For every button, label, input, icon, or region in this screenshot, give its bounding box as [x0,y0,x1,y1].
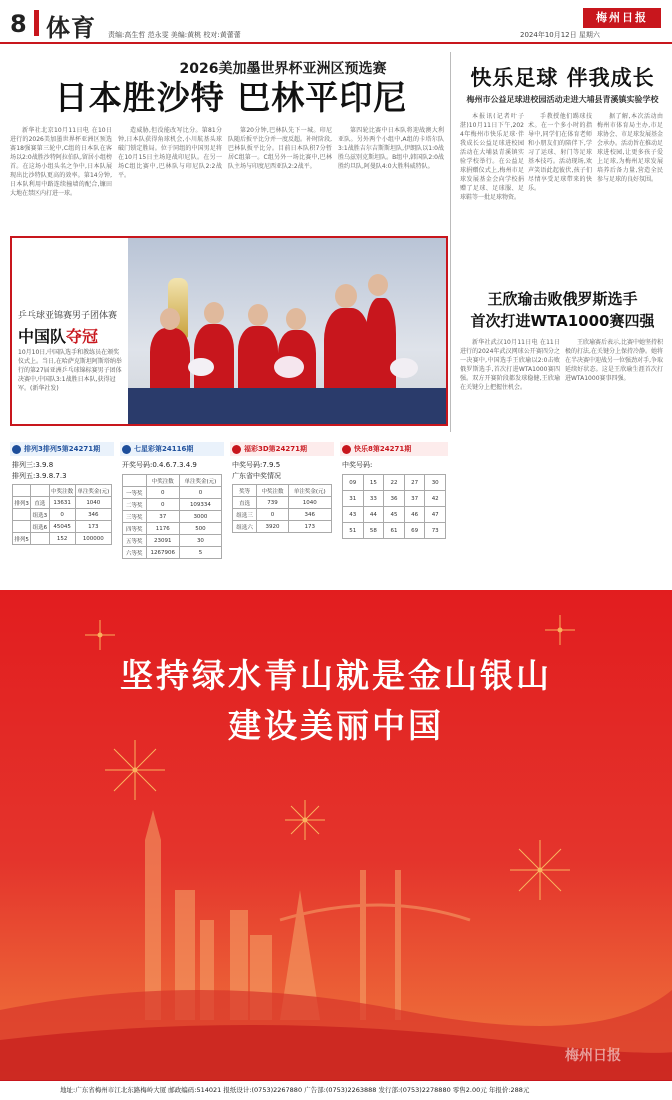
table-cell [31,485,49,497]
lottery-fc3d-line1: 中奖号码:7.9.5 [232,461,281,469]
table-cell: 中奖注数 [146,475,179,487]
banner-slogan-line1: 坚持绿水青山就是金山银山 [120,656,552,695]
podium [128,388,448,424]
table-cell: 1040 [288,497,331,509]
tennis-column-1: 新华社武汉10月11日电 在11日进行的2024年武汉网球公开赛四分之一决赛中,中国选手王欣瑜以2:0击败俄罗斯选手,首次打进WTA1000赛四强。双方开赛阶段都发球稳健,王欣瑜在关键分上把握住机会。 [460,339,560,391]
youth-column-3: 据了解,本次活动由梅州市体育局主办,市足球协会、市足球发展基金会承办。活动旨在推动足球进校园,让更多孩子爱上足球,为梅州足球发展培养后备力量,营造全民参与足球的良好氛围。 [597,113,663,183]
football-column-2: 造威胁,但没能改写比分。第81分钟,日本队获得角球机会,小川航基头球破门锁定胜局。位于同组的中国男足将在10月15日主场迎战印尼队。在另一场C组比赛中,巴林队与印尼队2:2战平。 [118,127,222,179]
player-head [335,284,357,308]
lottery-number: 33 [363,491,384,507]
table-cell: 30 [179,535,221,547]
lottery-ball-icon [232,445,241,454]
table-cell [123,475,147,487]
table-cell: 三等奖 [123,511,147,523]
lottery-fc3d-title: 福彩3D第24271期 [230,442,334,456]
table-row [343,523,446,539]
table-cell: 中奖注数 [257,485,288,497]
table-row [123,511,222,523]
player-figure [366,298,396,388]
table-cell: 一等奖 [123,487,147,499]
player-figure [324,308,370,388]
table-row [233,485,332,497]
lottery-number: 51 [343,523,364,539]
table-cell: 排列5 [13,533,31,545]
table-tennis-headline [18,324,98,347]
tennis-headline-1: 王欣瑜击败俄罗斯选手 [487,290,638,308]
player-head [286,308,306,330]
table-cell: 0 [257,509,288,521]
lottery-kl8-line1: 中奖号码: [342,461,373,469]
lottery-number: 45 [384,507,405,523]
newspaper-logo: 梅州日报 [583,8,661,28]
table-tennis-title: 乒乓球亚锦赛男子团体赛 [18,311,118,321]
table-cell: 四等奖 [123,523,147,535]
lottery-kl8-title: 快乐8第24271期 [340,442,448,456]
table-cell: 1040 [75,497,111,509]
table-row [343,475,446,491]
table-cell: 152 [49,533,75,545]
issue-date: 2024年10月12日 星期六 [520,31,600,39]
column-divider [450,52,451,432]
lottery-ball-icon [342,445,351,454]
lottery-qlc-table [122,474,222,559]
table-cell: 109334 [179,499,221,511]
public-service-banner [0,590,672,1080]
lottery-fc3d [230,442,334,574]
table-cell: 六等奖 [123,547,147,559]
banner-slogan-line2: 建设美丽中国 [228,706,444,745]
photo-scene [128,238,448,424]
player-head [248,304,268,326]
table-cell: 直选 [233,497,257,509]
lottery-fc3d-sub: 广东省中奖情况 [232,472,281,480]
table-tennis-caption: 10月10日,中国队选手和教练员在颁奖仪式上。当日,在哈萨克斯坦阿斯塔纳举行的第27届亚洲乒乓球锦标赛男子团体决赛中,中国队3:1战胜日本队,获得冠军。(新华社发) [18,349,122,392]
player-figure [238,326,278,388]
page-header [0,0,672,44]
table-cell: 3000 [179,511,221,523]
table-row [13,497,112,509]
table-cell [13,509,31,521]
table-cell: 五等奖 [123,535,147,547]
lottery-number: 47 [425,507,446,523]
lottery-number: 61 [384,523,405,539]
youth-football-headline: 快乐足球 伴我成长 [470,66,655,90]
table-cell: 37 [146,511,179,523]
lottery-qlc-line1: 开奖号码:0.4.6.7.3.4.9 [122,461,197,469]
table-cell: 排列3 [13,497,31,509]
lottery-number: 36 [384,491,405,507]
headline-red: 夺冠 [66,327,99,346]
table-cell: 100000 [75,533,111,545]
table-cell: 45045 [49,521,75,533]
table-row [343,491,446,507]
page-footer: 地址:广东省梅州市江北东路梅岭大厦 邮政编码:514021 报纸设计:(0753)2267880 广告部:(0753)2263888 发行部:(0753)2278880 零售2.00元 年报价:288元 [0,1080,672,1100]
table-row [13,509,112,521]
table-cell: 单注奖金(元) [288,485,331,497]
lottery-ball-icon [12,445,21,454]
table-cell: 直选 [31,497,49,509]
table-cell: 0 [146,499,179,511]
lottery-kl8 [340,442,448,574]
football-subtitle: 2026美加墨世界杯亚洲区预选赛 [179,61,387,77]
table-cell: 500 [179,523,221,535]
youth-column-2: 手教授他们踢球技术。在一个多小时的指导中,同学们在体育老师和小朋友们的陪伴下,学习了运球、射门等足球基本技巧。活动现场,欢声笑语此起彼伏,孩子们尽情享受足球带来的快乐。 [528,113,592,192]
table-cell: 739 [257,497,288,509]
table-cell: 173 [288,521,331,533]
table-cell: 组选3 [31,509,49,521]
lottery-number: 46 [404,507,425,523]
lottery-qlc [120,442,224,574]
lottery-number: 43 [343,507,364,523]
player-head [204,302,224,324]
player-head [160,308,180,330]
table-row [123,547,222,559]
table-cell: 3920 [257,521,288,533]
table-cell: 0 [49,509,75,521]
table-cell: 奖等 [233,485,257,497]
section-title: 体育 [46,14,96,42]
table-row [123,535,222,547]
lottery-number: 73 [425,523,446,539]
page-number: 8 [10,10,27,38]
table-cell: 0 [179,487,221,499]
table-cell: 二等奖 [123,499,147,511]
football-headline: 日本胜沙特 巴林平印尼 [54,78,408,117]
player-head [368,274,388,296]
header-divider [34,10,39,36]
youth-column-1: 本报讯(记者叶子湛)10月11日下午,2024年梅州市快乐足球·伴我成长公益足球进校园活动在大埔县青溪镇实验学校举行。在公益足球捐赠仪式上,梅州市足球发展基金会向学校捐赠了足球、足球服、足球鞋等一批足球物资。 [460,113,524,201]
lottery-number: 42 [425,491,446,507]
table-row [13,521,112,533]
lottery-p3-title: 排列3排列5第24271期 [10,442,114,456]
lottery-number: 31 [343,491,364,507]
tennis-column-2: 王欣瑜赛后表示,比赛中她坚持积极的打法,在关键分上保持冷静。她将在半决赛中迎战另一位强劲对手,争取延续好状态。这是王欣瑜生涯首次打进WTA1000赛事四强。 [565,339,663,382]
football-column-3: 第20分钟,巴林队先下一城。印尼队随后扳平比分并一度反超。补时阶段,巴林队扳平比分。目前日本队积7分暂居C组第一。C组另外一场比赛中,巴林队主场与印度尼西亚队2:2战平。 [228,127,332,170]
table-cell [31,533,49,545]
table-row [233,497,332,509]
city-skyline-icon [145,810,470,1020]
flower-bouquet [188,358,214,376]
lottery-number: 27 [404,475,425,491]
table-row [123,475,222,487]
lottery-number: 15 [363,475,384,491]
table-row [123,499,222,511]
table-cell: 组选三 [233,509,257,521]
table-row [123,523,222,535]
youth-football-subheadline: 梅州市公益足球进校园活动走进大埔县青溪镇实验学校 [466,95,659,104]
table-cell [13,521,31,533]
table-row [13,485,112,497]
lottery-number: 69 [404,523,425,539]
player-figure [194,324,234,388]
table-cell: 346 [288,509,331,521]
lottery-number: 30 [425,475,446,491]
lottery-p3-line2: 排列五:3.9.8.7.3 [12,472,67,480]
table-cell: 单注奖金(元) [179,475,221,487]
table-row [123,487,222,499]
flower-bouquet [274,356,304,378]
editors-credit: 责编:高生哲 范永雯 美编:黄桃 校对:黄蕾蕾 [108,31,241,39]
headline-black: 中国队 [18,327,67,346]
table-cell [13,485,31,497]
lottery-p3 [10,442,114,574]
table-cell: 5 [179,547,221,559]
table-cell: 组选六 [233,521,257,533]
table-row [13,533,112,545]
table-row [233,509,332,521]
banner-watermark: 梅州日报 [565,1048,621,1064]
table-cell: 0 [146,487,179,499]
lottery-number: 44 [363,507,384,523]
table-cell: 173 [75,521,111,533]
table-row [233,521,332,533]
lottery-number: 37 [404,491,425,507]
lottery-number: 58 [363,523,384,539]
lottery-ball-icon [122,445,131,454]
lottery-number: 09 [343,475,364,491]
table-cell: 1176 [146,523,179,535]
table-tennis-photo [10,236,448,426]
table-cell: 1267906 [146,547,179,559]
table-tennis-caption-box [12,238,128,424]
table-row [343,507,446,523]
lottery-qlc-title: 七星彩第24116期 [120,442,224,456]
table-cell: 346 [75,509,111,521]
table-cell: 13631 [49,497,75,509]
table-cell: 单注奖金(元) [75,485,111,497]
tennis-headline-2: 首次打进WTA1000赛四强 [470,312,655,330]
table-cell: 中奖注数 [49,485,75,497]
lottery-kl8-table [342,474,446,539]
lottery-fc3d-table [232,484,332,533]
table-cell: 23091 [146,535,179,547]
lottery-p3-line1: 排列三:3.9.8 [12,461,54,469]
flower-bouquet [390,358,418,378]
table-cell: 组选6 [31,521,49,533]
lottery-number: 22 [384,475,405,491]
football-column-1: 新华社北京10月11日电 在10日进行的2026美加墨世界杯亚洲区预选赛18强赛第三轮中,C组的日本队在客场以2:0战胜沙特阿拉伯队,留居小组榜首。在这场小组头名之争中,日本队展现出比沙特队更高的效率。第14分钟,日本队利用中路连续撞墙的配合,镰田大地在禁区内打进一球。 [10,127,112,197]
lottery-p3-table [12,484,112,545]
football-column-4: 第四轮比赛中日本队将迎战澳大利亚队。另外两个小组中,A组的卡塔尔队3:1战胜吉尔吉斯斯坦队,伊朗队以1:0战胜乌兹别克斯坦队。B组中,韩国队2:0战胜约旦队,阿曼队4:0大胜科威特队。 [338,127,444,170]
lottery-section [10,442,450,574]
player-figure [150,328,190,388]
